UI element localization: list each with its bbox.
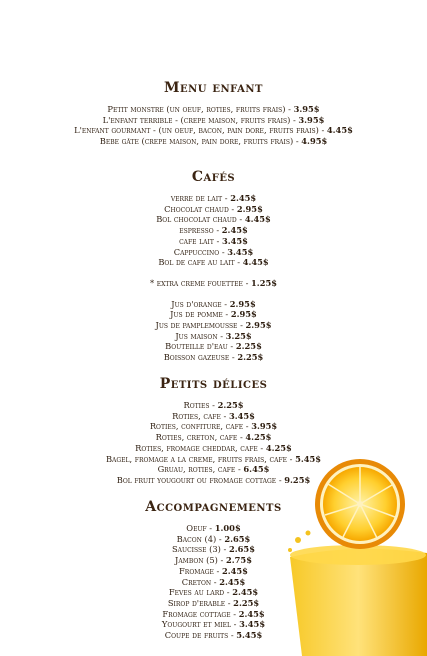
menu-item: Bol de cafe au lait - 4.45$ [158, 257, 269, 268]
menu-item: Boisson gazeuse - 2.25$ [163, 352, 264, 363]
item-name: verre de lait [170, 193, 223, 203]
item-name: Jus de pomme [170, 309, 223, 320]
menu-item: Fromage - 2.45$ [179, 565, 248, 576]
item-name: Cappuccino [173, 246, 220, 257]
menu-item: Jambon (5) - 2.75$ [175, 555, 252, 566]
item-name: espresso [179, 225, 214, 236]
item-price: 3.95$ [293, 104, 320, 114]
menu-item: Jus d'orange - 2.95$ [171, 298, 256, 309]
item-name: Saucisse (3) [172, 544, 221, 555]
item-price: 2.95$ [230, 309, 257, 320]
menu-item: Yougourt et miel - 3.45$ [161, 619, 266, 630]
menu-item: Bebe gâte (crepe maison, pain dore, fruits frais) - 4.95$ [99, 136, 328, 147]
item-price: 2.45$ [221, 565, 248, 576]
menu-item: Saucisse (3) - 2.65$ [172, 544, 255, 555]
item-name: Jambon (5) [175, 555, 218, 566]
spacer [0, 268, 427, 278]
item-price: 3.45$ [227, 246, 254, 257]
item-name: Bouteille d'eau [165, 341, 228, 352]
menu-item: Roties, cafe - 3.45$ [172, 410, 255, 421]
menu-item: Jus de pomme - 2.95$ [170, 309, 257, 320]
menu-item: Bol chocolat chaud - 4.45$ [156, 214, 271, 225]
item-name: Feves au lard [168, 587, 225, 598]
item-name: Yougourt et miel [161, 619, 232, 630]
item-name: Bagel, fromage a la creme, fruits frais, cafe [105, 453, 287, 464]
menu-item: Sirop d'erable - 2.25$ [167, 597, 260, 608]
item-price: 5.45$ [236, 630, 263, 641]
menu-item: Bouteille d'eau - 2.25$ [165, 341, 262, 352]
item-price: 4.45$ [242, 257, 269, 268]
item-list [0, 104, 427, 147]
item-price: 9.25$ [284, 474, 311, 485]
item-name: Bacon (4) [176, 533, 217, 544]
menu-item: Creton - 2.45$ [181, 576, 246, 587]
item-price: 2.45$ [232, 587, 259, 598]
menu-item: Roties - 2.25$ [183, 400, 244, 410]
item-price: 4.25$ [245, 432, 272, 443]
item-price: 3.45$ [239, 619, 266, 630]
menu-item: cafe lait - 3.45$ [179, 235, 248, 246]
item-name: Bol chocolat chaud [156, 214, 237, 225]
item-list [0, 193, 427, 363]
item-name: Bol fruit yougourt ou fromage cottage [116, 474, 277, 485]
section-title: Menu enfant [164, 80, 263, 96]
item-price: 2.95$ [236, 203, 263, 214]
item-price: 3.25$ [225, 330, 252, 341]
menu-item: Fromage cottage - 2.45$ [162, 608, 265, 619]
menu-item: Gruau, roties, cafe - 6.45$ [157, 464, 270, 475]
item-price: 2.65$ [229, 544, 255, 555]
item-price: 4.25$ [265, 442, 292, 453]
item-price: 2.45$ [230, 193, 257, 203]
item-name: Oeuf [186, 523, 207, 533]
menu-item: Coupe de fruits - 5.45$ [164, 630, 263, 641]
item-name: Coupe de fruits [164, 630, 229, 641]
item-name: Chocolat chaud [164, 203, 229, 214]
menu-item: Roties, creton, cafe - 4.25$ [155, 432, 272, 443]
section-title: Cafés [191, 169, 236, 185]
item-price: 3.45$ [221, 235, 248, 246]
item-price: 2.25$ [233, 597, 260, 608]
menu-item: Jus de pamplemousse - 2.95$ [155, 320, 272, 331]
menu-item: Roties, confiture, cafe - 3.95$ [149, 421, 278, 432]
item-name: Jus maison [175, 330, 218, 341]
item-price: 2.45$ [238, 608, 265, 619]
item-name: Roties, cafe [172, 410, 221, 421]
item-name: Roties, fromage cheddar, cafe [135, 442, 258, 453]
item-price: 4.95$ [301, 136, 328, 147]
item-name: Jus de pamplemousse [155, 320, 238, 331]
menu-item: Bacon (4) - 2.65$ [176, 533, 251, 544]
item-price: 4.45$ [326, 125, 353, 136]
item-name: Gruau, roties, cafe [157, 464, 236, 475]
item-name: Fromage [179, 565, 214, 576]
item-price: 4.45$ [244, 214, 271, 225]
item-name: L'enfant terrible - (crepe maison, fruits frais) [102, 114, 291, 125]
menu-item: * extra creme fouettee - 1.25$ [149, 277, 278, 288]
menu-item: Jus maison - 3.25$ [175, 330, 252, 341]
item-name: Jus d'orange [171, 298, 222, 309]
droplet [306, 531, 311, 536]
item-price: 1.00$ [214, 523, 241, 533]
item-name: Sirop d'erable [167, 597, 226, 608]
item-price: 2.25$ [237, 352, 264, 363]
menu-item: espresso - 2.45$ [179, 225, 248, 236]
item-price: 3.95$ [298, 114, 325, 125]
menu-item: Chocolat chaud - 2.95$ [164, 203, 263, 214]
menu-item: Bol fruit yougourt ou fromage cottage - 9.25$ [116, 474, 311, 485]
menu-item: L'enfant terrible - (crepe maison, fruits frais) - 3.95$ [102, 114, 325, 125]
item-name: Roties, confiture, cafe [149, 421, 244, 432]
item-name: Boisson gazeuse [163, 352, 230, 363]
droplet [288, 548, 292, 552]
menu-item: Feves au lard - 2.45$ [168, 587, 259, 598]
item-name: cafe lait [179, 235, 214, 246]
section-menu-enfant [0, 80, 427, 147]
section-title: Accompagnements [145, 499, 282, 515]
item-name: Roties, creton, cafe [155, 432, 238, 443]
item-price: 1.25$ [251, 277, 278, 288]
menu-item: verre de lait - 2.45$ [170, 193, 257, 203]
menu-item: Bagel, fromage a la creme, fruits frais, cafe - 5.45$ [105, 453, 322, 464]
droplet [295, 537, 301, 543]
menu-item: Petit monstre (un oeuf, roties, fruits frais) - 3.95$ [107, 104, 320, 114]
item-price: 2.65$ [224, 533, 251, 544]
item-name: Roties [183, 400, 210, 410]
item-price: 2.45$ [219, 576, 246, 587]
item-price: 2.45$ [221, 225, 248, 236]
section-cafes [0, 169, 427, 363]
item-name: Bebe gâte (crepe maison, pain dore, fruits frais) [99, 136, 294, 147]
orange-center [357, 501, 363, 507]
item-price: 2.75$ [225, 555, 252, 566]
menu-item: Roties, fromage cheddar, cafe - 4.25$ [135, 442, 292, 453]
item-price: 2.25$ [235, 341, 262, 352]
item-price: 2.95$ [229, 298, 256, 309]
item-name: Creton [181, 576, 212, 587]
item-price: 3.95$ [251, 421, 278, 432]
section-title: Petits délices [159, 376, 268, 392]
menu-item: Cappuccino - 3.45$ [173, 246, 254, 257]
orange-juice-image [272, 455, 427, 656]
spacer [0, 289, 427, 299]
item-name: Bol de cafe au lait [158, 257, 235, 268]
item-name: Fromage cottage [162, 608, 231, 619]
item-name: Petit monstre (un oeuf, roties, fruits frais) [107, 104, 286, 114]
item-price: 3.45$ [228, 410, 255, 421]
item-price: 2.25$ [217, 400, 244, 410]
menu-item: Oeuf - 1.00$ [186, 523, 241, 533]
item-price: 6.45$ [243, 464, 270, 475]
item-price: 2.95$ [245, 320, 272, 331]
menu-item: L'enfant gourmant - (un oeuf, bacon, pain dore, fruits frais) - 4.45$ [74, 125, 353, 136]
item-price: 5.45$ [295, 453, 322, 464]
item-name: L'enfant gourmant - (un oeuf, bacon, pain dore, fruits frais) [74, 125, 319, 136]
item-name: * extra creme fouettee [149, 277, 243, 288]
